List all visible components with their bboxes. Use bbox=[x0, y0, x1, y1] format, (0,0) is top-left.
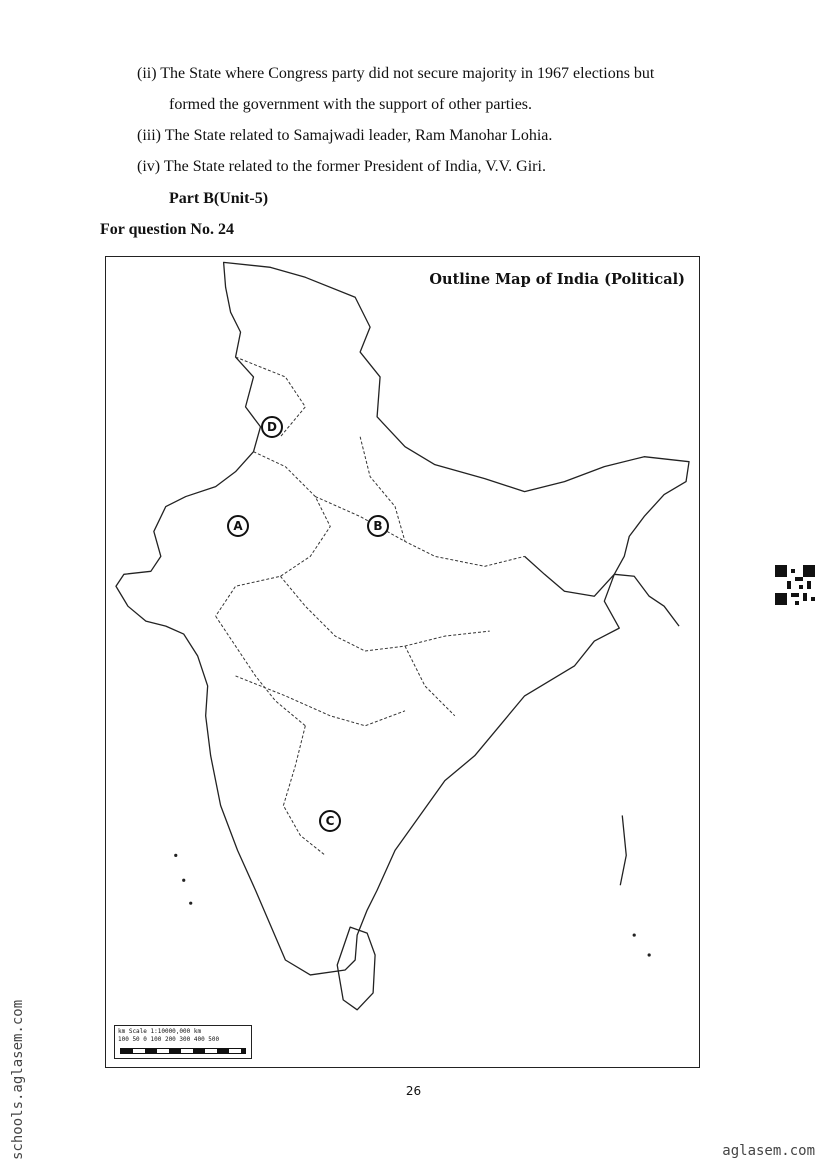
northeast-region bbox=[525, 556, 679, 626]
india-outline-map bbox=[105, 256, 700, 1068]
scale-text-line2: 100 50 0 100 200 300 400 500 bbox=[118, 1036, 220, 1043]
map-marker-d: D bbox=[261, 416, 283, 438]
map-marker-c: C bbox=[319, 810, 341, 832]
question-iv: (iv) The State related to the former President of India, V.V. Giri. bbox=[137, 158, 546, 175]
page-number: 26 bbox=[405, 1084, 422, 1098]
question-ii-line2: formed the government with the support of other parties. bbox=[169, 96, 533, 113]
qr-code-icon[interactable] bbox=[775, 565, 815, 605]
map-title: Outline Map of India (Political) bbox=[429, 271, 685, 288]
state-boundary bbox=[280, 576, 489, 651]
lakshadweep-island bbox=[174, 854, 177, 857]
india-border bbox=[116, 262, 689, 975]
nicobar-island bbox=[648, 953, 651, 956]
state-boundary bbox=[405, 646, 455, 716]
nicobar-island bbox=[633, 933, 636, 936]
side-watermark: schools.aglasem.com bbox=[10, 999, 26, 1160]
india-map-outline bbox=[106, 257, 699, 1067]
lakshadweep-island bbox=[189, 902, 192, 905]
andaman-islands bbox=[620, 815, 626, 885]
scale-text-line1: km Scale 1:10000,000 km bbox=[118, 1028, 202, 1035]
scale-bar bbox=[120, 1048, 246, 1054]
map-marker-a: A bbox=[227, 515, 249, 537]
state-boundary bbox=[216, 616, 306, 726]
map-scale-box bbox=[114, 1025, 252, 1059]
question-reference: For question No. 24 bbox=[100, 221, 234, 238]
question-iii: (iii) The State related to Samajwadi leader, Ram Manohar Lohia. bbox=[137, 127, 553, 144]
map-marker-b: B bbox=[367, 515, 389, 537]
question-ii-line1: (ii) The State where Congress party did not secure majority in 1967 elections but bbox=[137, 65, 655, 82]
state-boundary bbox=[283, 726, 325, 856]
corner-watermark: aglasem.com bbox=[722, 1143, 815, 1159]
part-heading: Part B(Unit-5) bbox=[169, 190, 269, 207]
state-boundary bbox=[315, 497, 524, 567]
lakshadweep-island bbox=[182, 879, 185, 882]
